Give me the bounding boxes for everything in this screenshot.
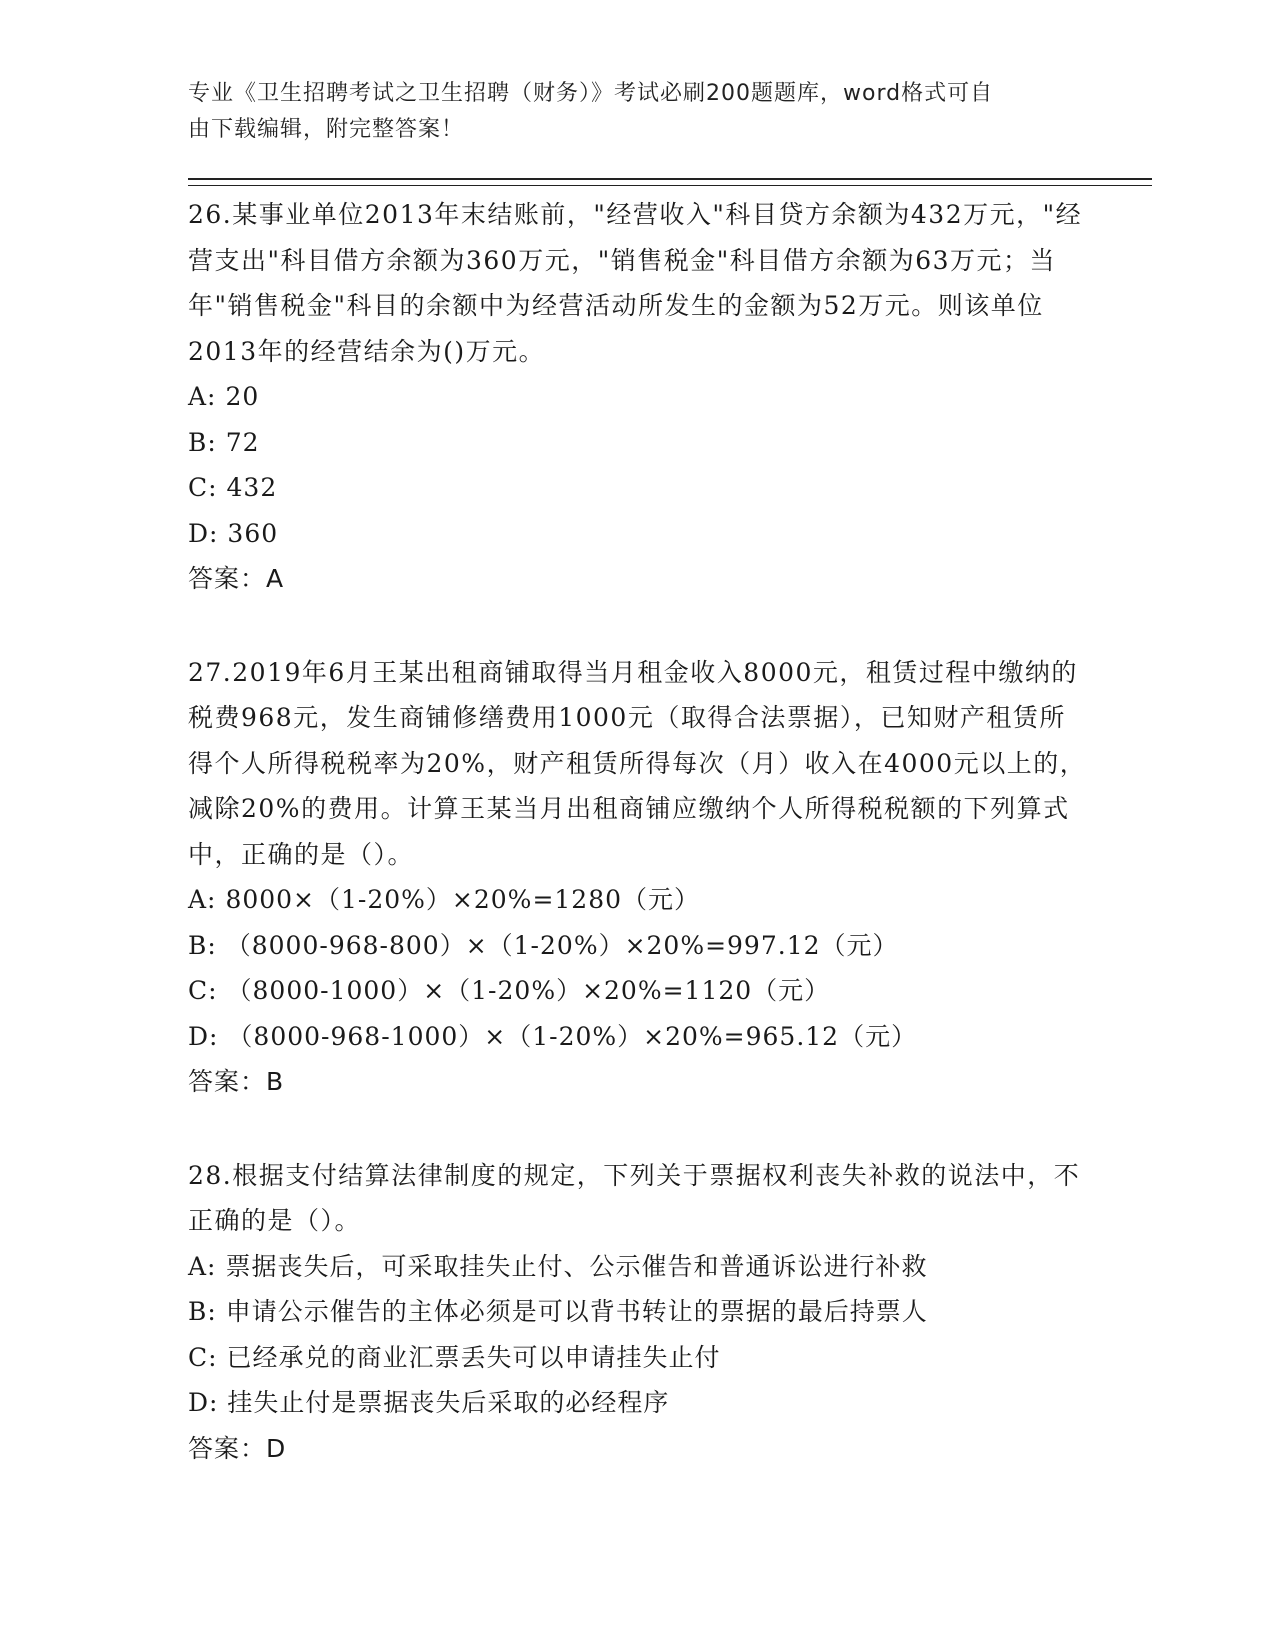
option-d — [188, 1380, 1088, 1426]
option-text: （8000-1000）×（1-20%）×20%=1120（元） — [226, 976, 831, 1005]
header-divider — [188, 178, 1152, 186]
answer-label: 答案：B — [188, 1067, 285, 1096]
option-b — [188, 1289, 1088, 1335]
option-key: D: — [188, 1388, 219, 1417]
option-text: 72 — [225, 427, 260, 457]
option-text: （8000-968-800）×（1-20%）×20%=997.12（元） — [225, 930, 899, 960]
question-stem: 26.某事业单位2013年末结账前，"经营收入"科目贷方余额为432万元，"经营支出"科目借方余额为360万元，"销售税金"科目借方余额为63万元；当年"销售税金"科目的余额中为经营活动所发生的金额为52万元。则该单位2013年的经营结余为()万元。 — [188, 200, 1083, 366]
question-stem: 28.根据支付结算法律制度的规定，下列关于票据权利丧失补救的说法中，不正确的是（）。 — [188, 1160, 1081, 1235]
option-text: 已经承兑的商业汇票丢失可以申请挂失止付 — [226, 1342, 721, 1372]
option-text: 挂失止付是票据丧失后采取的必经程序 — [227, 1388, 670, 1417]
question-list — [188, 192, 1088, 1519]
option-a — [188, 374, 1088, 420]
option-key: B: — [188, 427, 217, 457]
header-line-2: 由下载编辑，附完整答案！ — [188, 117, 465, 142]
option-text: 票据丧失后，可采取挂失止付、公示催告和普通诉讼进行补救 — [225, 1251, 928, 1281]
option-text: 8000×（1-20%）×20%=1280（元） — [225, 885, 701, 914]
option-key: C: — [188, 976, 218, 1005]
answer-label: 答案：A — [188, 564, 285, 593]
option-text: 申请公示催告的主体必须是可以背书转让的票据的最后持票人 — [225, 1297, 928, 1326]
option-text: 20 — [225, 382, 260, 411]
option-text: （8000-968-1000）×（1-20%）×20%=965.12（元） — [227, 1021, 918, 1051]
option-key: D: — [188, 518, 219, 548]
option-a — [188, 1244, 1088, 1290]
option-c — [188, 465, 1088, 511]
option-key: A: — [188, 1251, 217, 1281]
option-a — [188, 877, 1088, 923]
option-d — [188, 1014, 1088, 1060]
option-b — [188, 420, 1088, 466]
option-key: B: — [188, 930, 217, 960]
option-key: A: — [188, 382, 217, 411]
option-key: D: — [188, 1021, 219, 1051]
option-text: 360 — [227, 518, 279, 548]
option-key: C: — [188, 1342, 218, 1372]
question-26 — [188, 192, 1088, 602]
document-header — [188, 76, 1088, 148]
question-28 — [188, 1153, 1088, 1472]
option-d — [188, 511, 1088, 557]
header-line-1: 专业《卫生招聘考试之卫生招聘（财务）》考试必刷200题题库，word格式可自 — [188, 81, 994, 106]
question-stem: 27.2019年6月王某出租商铺取得当月租金收入8000元，租赁过程中缴纳的税费968元，发生商铺修缮费用1000元（取得合法票据），已知财产租赁所得个人所得税税率为20%，财产租赁所得每次（月）收入在4000元以上的，减除20%的费用。计算王某当月出租商铺应缴纳个人所得税税额的下列算式中，正确的是（）。 — [188, 657, 1087, 869]
option-key: B: — [188, 1297, 217, 1326]
option-text: 432 — [226, 473, 278, 502]
answer-label: 答案：D — [188, 1433, 287, 1463]
option-c — [188, 968, 1088, 1014]
option-c — [188, 1335, 1088, 1381]
option-key: C: — [188, 473, 218, 502]
option-b — [188, 923, 1088, 969]
question-27 — [188, 650, 1088, 1105]
option-key: A: — [188, 885, 217, 914]
